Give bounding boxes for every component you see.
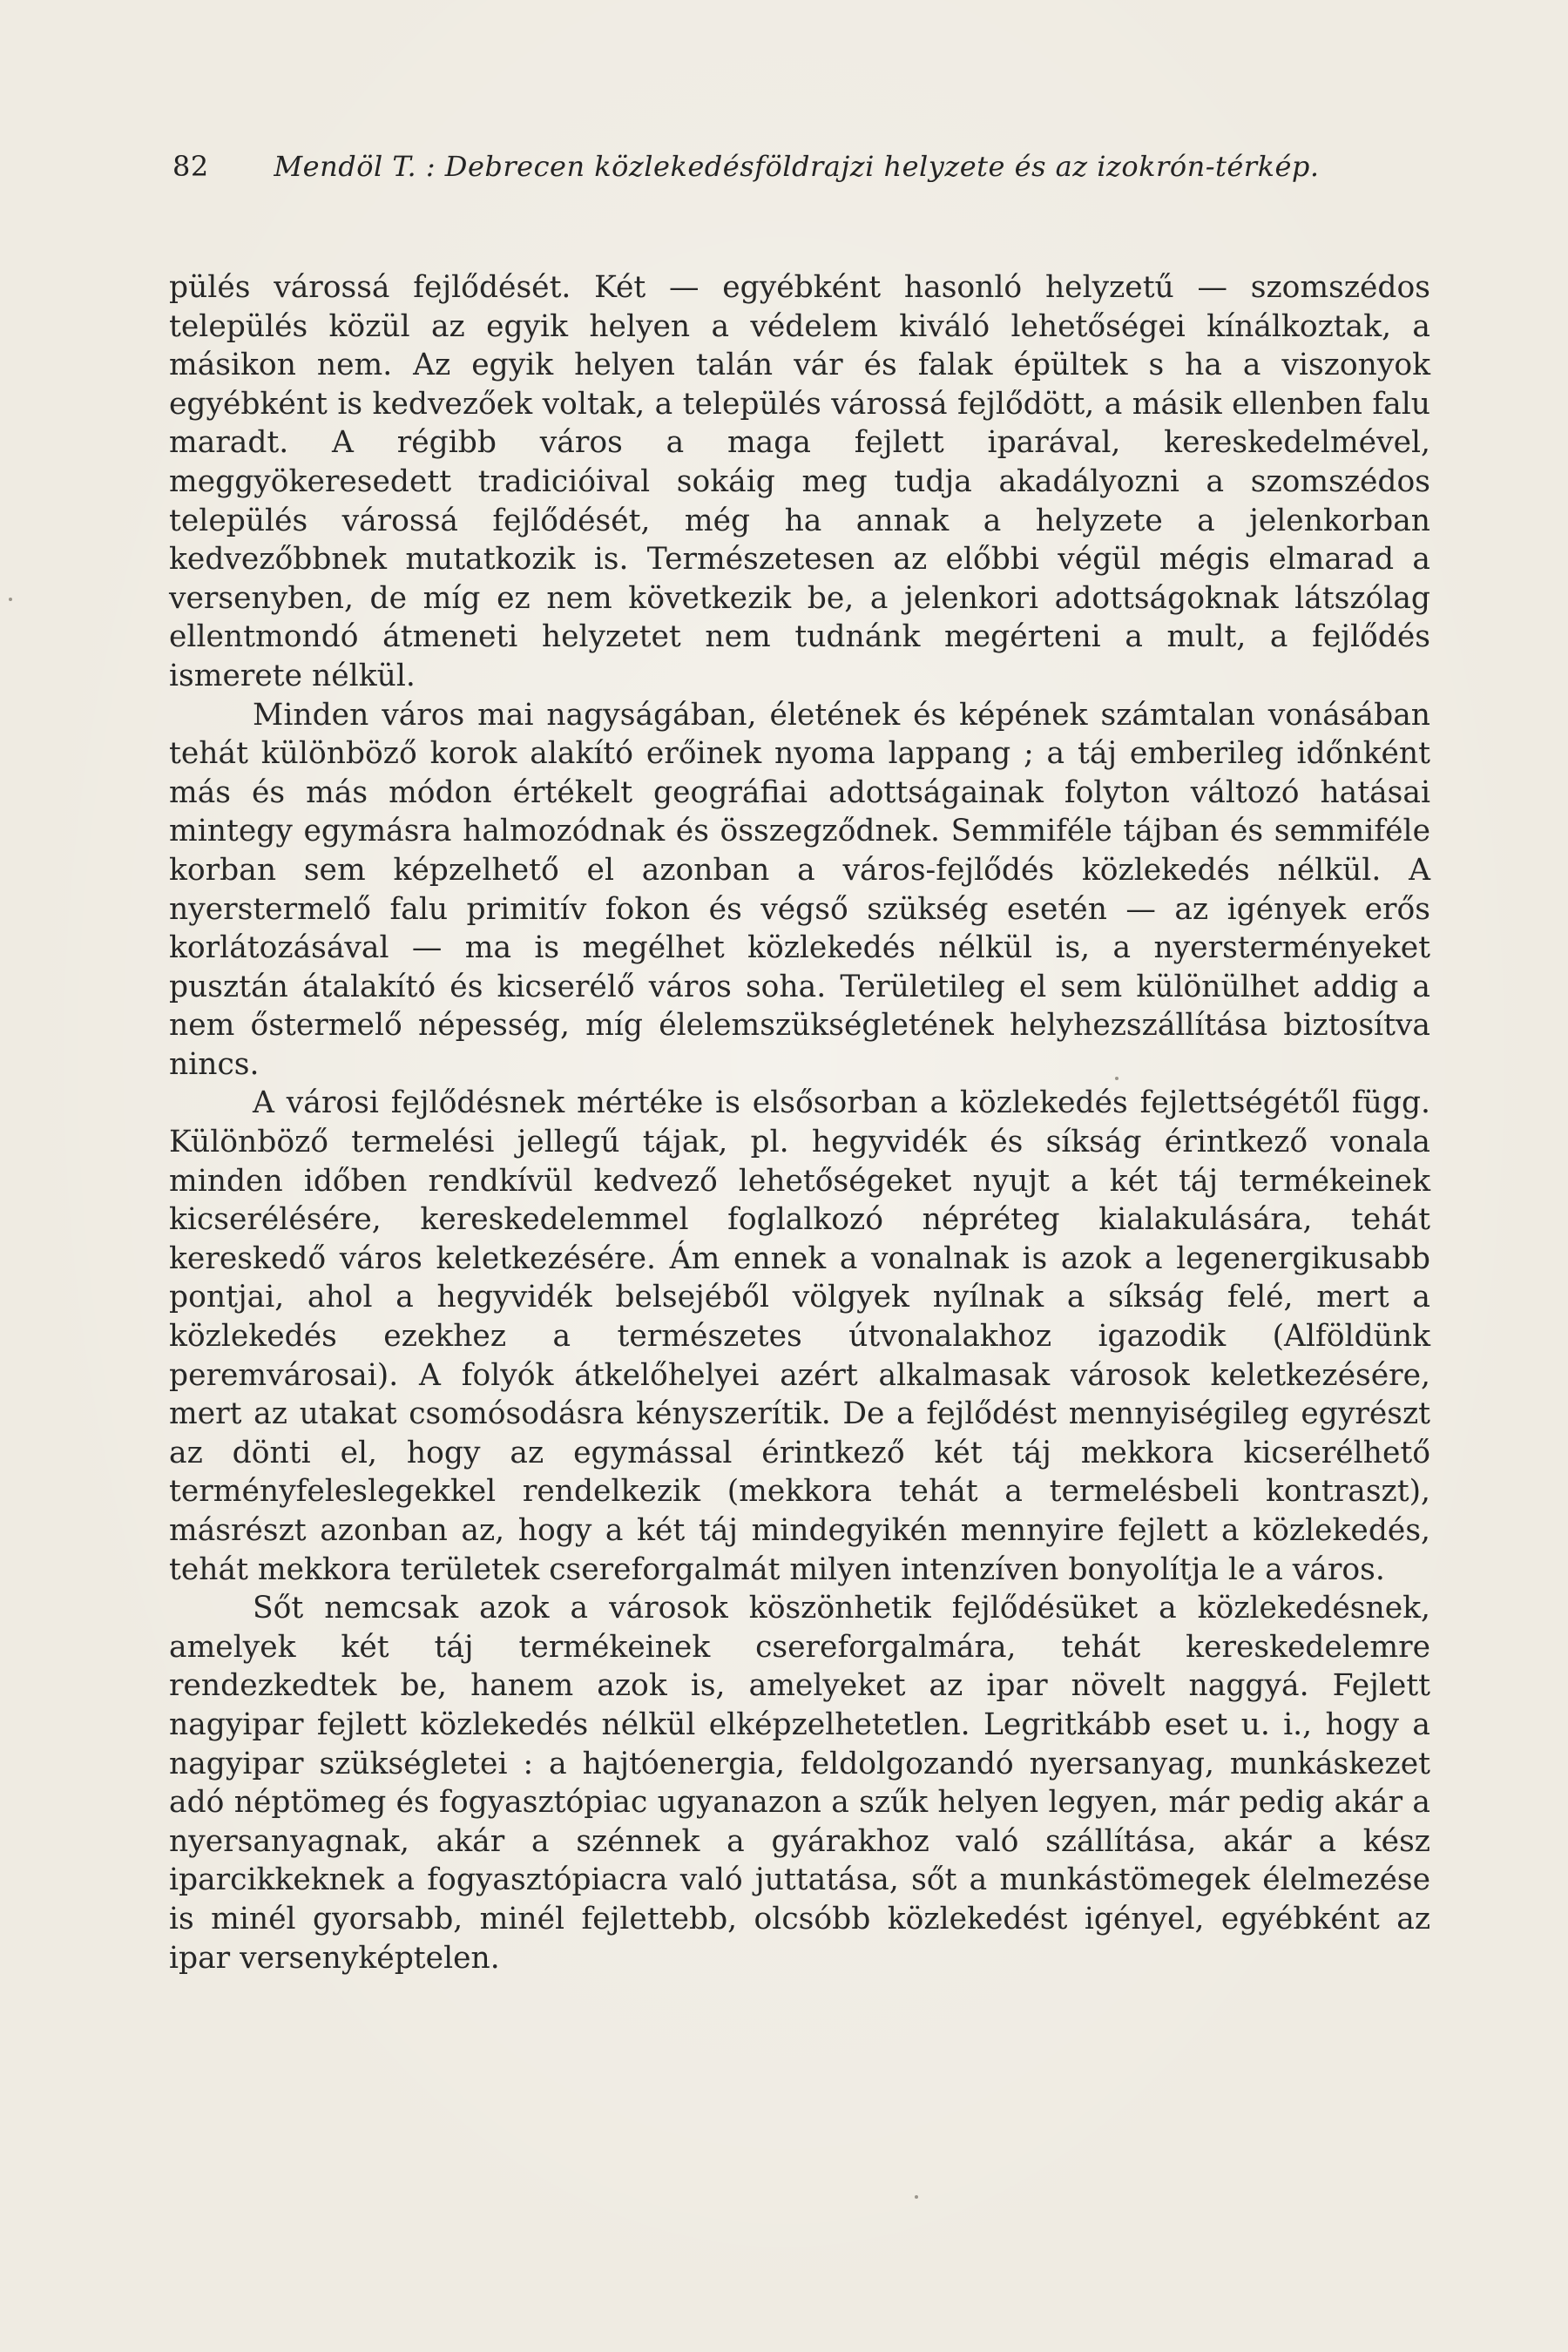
body-text [169,268,1430,1977]
paper-speck [915,2195,918,2199]
paragraph-2: Minden város mai nagyságában, életének és képének számtalan vonásában tehát különböző korok alakító erőinek nyoma lappang ; a táj emberileg időnként más és más módon értékelt geográfiai adottságainak folyton változó hatásai mintegy egymásra halmozódnak és összegződnek. Semmiféle tájban és semmiféle korban sem képzelhető el azonban a város-fejlődés közlekedés nélkül. A nyerstermelő falu primitív fokon és végső szükség esetén — az igények erős korlátozásával — ma is megélhet közlekedés nélkül is, a nyersterményeket pusztán átalakító és kicserélő város soha. Területileg el sem különülhet addig a nem őstermelő népesség, míg élelemszükségletének helyhezszállítása biztosítva nincs. [169,697,1430,1082]
paper-speck [1115,1077,1119,1080]
paragraph-1: pülés várossá fejlődését. Két — egyébként hasonló helyzetű — szomszédos település közül az egyik helyen a védelem kiváló lehetőségei kínálkoztak, a másikon nem. Az egyik helyen talán vár és falak épültek s ha a viszonyok egyébként is kedvezőek voltak, a település várossá fejlődött, a másik ellenben falu maradt. A régibb város a maga fejlett iparával, kereskedelmével, meggyökeresedett tradicióival sokáig meg tudja akadályozni a szomszédos település várossá fejlődését, még ha annak a helyzete a jelenkorban kedvezőbbnek mutatkozik is. Természetesen az előbbi végül mégis elmarad a versenyben, de míg ez nem következik be, a jelenkori adottságoknak látszólag ellentmondó átmeneti helyzetet nem tudnánk megérteni a mult, a fejlődés ismerete nélkül. [169,270,1430,693]
page-number: 82 [172,150,209,183]
running-title: Mendöl T. : Debrecen közlekedésföldrajzi helyzete és az izokrón-térkép. [274,150,1320,183]
page-header [172,150,1427,183]
paragraph-3: A városi fejlődésnek mértéke is elsősorban a közlekedés fejlettségétől függ. Különböző termelési jellegű tájak, pl. hegyvidék és síkság érintkező vonala minden időben rendkívül kedvező lehetőségeket nyujt a két táj termékeinek kicserélésére, kereskedelemmel foglalkozó népréteg kialakulására, tehát kereskedő város keletkezésére. Ám ennek a vonalnak is azok a legenergikusabb pontjai, ahol a hegyvidék belsejéből völgyek nyílnak a síkság felé, mert a közlekedés ezekhez a természetes útvonalakhoz igazodik (Alföldünk peremvárosai). A folyók átkelőhelyei azért alkalmasak városok keletkezésére, mert az utakat csomósodásra kényszerítik. De a fejlődést mennyiségileg egyrészt az dönti el, hogy az egymással érintkező két táj mekkora kicserélhető terményfeleslegekkel rendelkezik (mekkora tehát a termelésbeli kontraszt), másrészt azonban az, hogy a két táj mindegyikén mennyire fejlett a közlekedés, tehát mekkora területek csereforgalmát milyen intenzíven bonyolítja le a város. [169,1085,1430,1587]
paper-speck [9,598,12,601]
paragraph-4: Sőt nemcsak azok a városok köszönhetik fejlődésüket a közlekedésnek, amelyek két táj termékeinek csereforgalmára, tehát kereskedelemre rendezkedtek be, hanem azok is, amelyeket az ipar növelt naggyá. Fejlett nagyipar fejlett közlekedés nélkül elképzelhetetlen. Legritkább eset u. i., hogy a nagyipar szükségletei : a hajtóenergia, feldolgozandó nyersanyag, munkáskezet adó néptömeg és fogyasztópiac ugyanazon a szűk helyen legyen, már pedig akár a nyersanyagnak, akár a szénnek a gyárakhoz való szállítása, akár a kész iparcikkeknek a fogyasztópiacra való juttatása, sőt a munkástömegek élelmezése is minél gyorsabb, minél fejlettebb, olcsóbb közlekedést igényel, egyébként az ipar versenyképtelen. [169,1591,1430,1976]
